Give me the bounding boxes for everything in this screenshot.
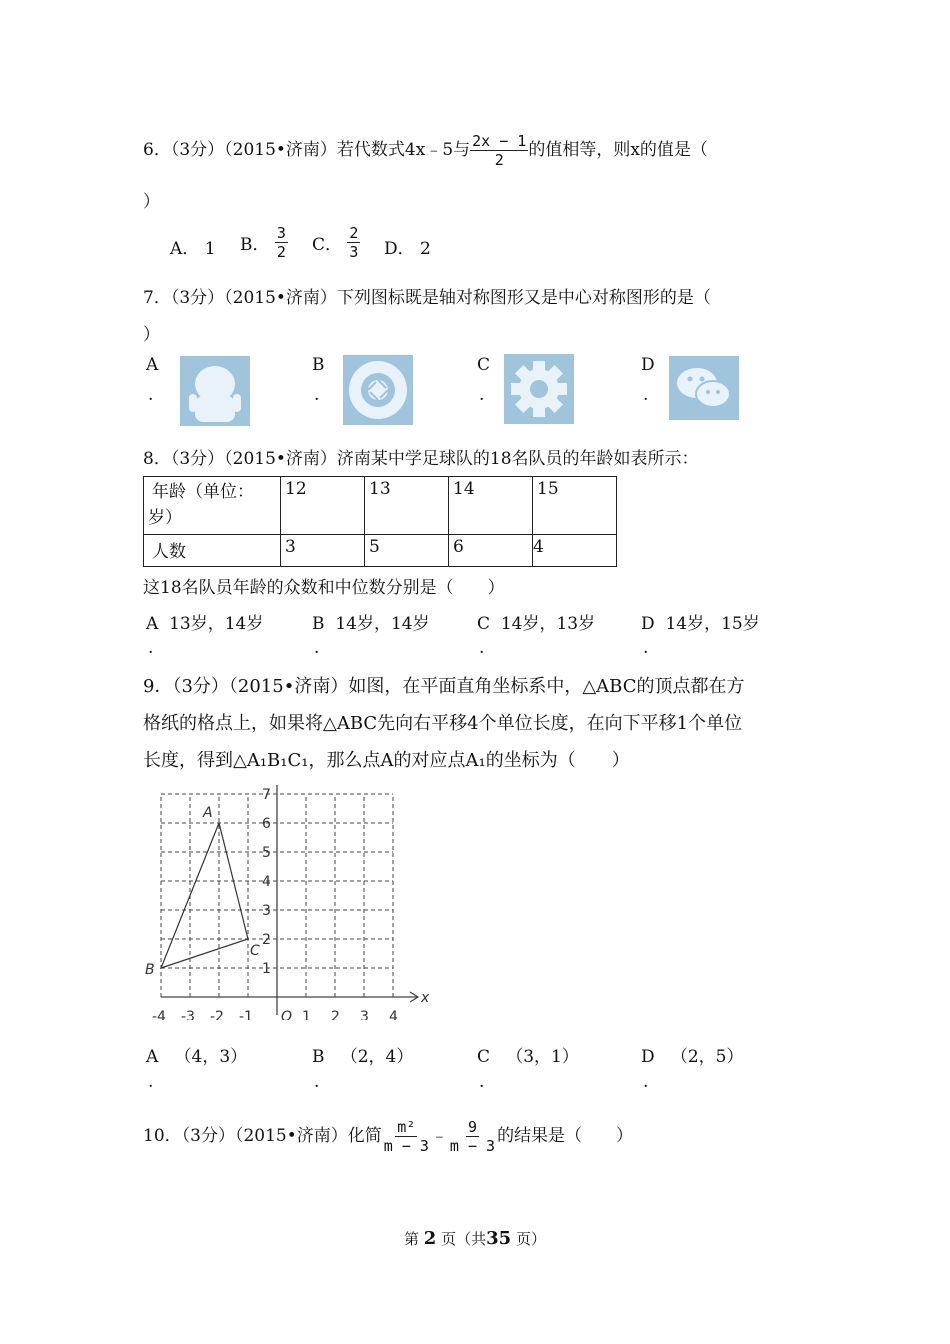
x-tick-label: -3	[181, 1009, 195, 1020]
q6-stem-a: 6．（3分）（2015•济南）若代数式4x﹣5与	[143, 140, 471, 160]
q10-stem: 10．（3分）（2015•济南）化简 $\frac{\text{m²}}{m - 3}$ ﹣ $\frac{9}{m - 3}$ 的结果是（ ）	[143, 1118, 634, 1155]
q10-fraction-1: $\frac{\text{m²}}{m - 3}$	[383, 1118, 429, 1155]
q7-option-a-dot: .	[148, 385, 154, 405]
q6-fraction: $\frac{2x - 1}{2}$	[472, 132, 527, 169]
page-footer: 第 2 页（共35 页）	[404, 1228, 546, 1249]
q7-option-d-dot: .	[643, 385, 649, 405]
q7-stem-close: ）	[143, 325, 160, 345]
robot-icon[interactable]	[180, 356, 250, 426]
table-cell: 4	[533, 535, 617, 567]
q8-stem: 8．（3分）（2015•济南）济南某中学足球队的18名队员的年龄如表所示：	[143, 449, 699, 469]
q8-option-c[interactable]: C 14岁，13岁	[477, 614, 596, 634]
q7-option-c-dot: .	[479, 385, 485, 405]
q9-line-1: 9．（3分）（2015•济南）如图，在平面直角坐标系中，△ABC的顶点都在方	[143, 676, 745, 697]
y-tick-label: 2	[262, 932, 271, 948]
y-tick-label: 4	[262, 874, 271, 890]
table-cell: 6	[449, 535, 533, 567]
table-cell: 3	[281, 535, 365, 567]
q9-option-c[interactable]: C （3，1）	[477, 1047, 579, 1067]
x-tick-label: 3	[360, 1009, 369, 1020]
q7-option-c-label[interactable]: C	[477, 355, 491, 375]
q7-stem: 7．（3分）（2015•济南）下列图标既是轴对称图形又是中心对称图形的是（	[143, 288, 711, 308]
table-row	[144, 477, 617, 535]
x-tick-label: 2	[331, 1009, 340, 1020]
q6-stem-close: ）	[143, 192, 160, 212]
q8-option-c-dot: .	[479, 638, 485, 658]
table-cell: 12	[281, 477, 365, 535]
q7-option-a-label[interactable]: A	[146, 355, 159, 375]
q8-option-b[interactable]: B 14岁，14岁	[312, 614, 430, 634]
q6-stem-b: 的值相等，则x的值是（	[528, 140, 708, 160]
table-cell: 5	[365, 535, 449, 567]
y-tick-label: 7	[262, 787, 271, 803]
q6-option-c[interactable]: C． $\frac{2}{3}$	[312, 224, 359, 261]
q8-option-a[interactable]: A 13岁，14岁	[146, 614, 264, 634]
wechat-icon[interactable]	[669, 356, 739, 420]
x-tick-label: -2	[210, 1009, 224, 1020]
q7-option-b-dot: .	[314, 385, 320, 405]
table-row	[144, 535, 617, 567]
q9-option-d-dot: .	[643, 1072, 649, 1092]
y-tick-label: 6	[262, 816, 271, 832]
table-cell: 13	[365, 477, 449, 535]
q10-fraction-2: $\frac{9}{m - 3}$	[449, 1118, 496, 1155]
x-tick-label: 4	[389, 1009, 398, 1020]
x-tick-label: -1	[239, 1009, 253, 1020]
camera-shutter-icon[interactable]	[343, 355, 413, 425]
y-tick-label: 5	[262, 845, 271, 861]
q6-option-d[interactable]: D． 2	[384, 239, 431, 259]
point-c-label: C	[250, 943, 260, 959]
q9-option-a[interactable]: A （4，3）	[146, 1047, 248, 1067]
q8-option-d-dot: .	[643, 638, 649, 658]
q9-line-3: 长度，得到△A₁B₁C₁，那么点A的对应点A₁的坐标为（ ）	[143, 750, 630, 771]
page-total: 35	[486, 1228, 512, 1249]
page-number: 2	[423, 1228, 437, 1249]
q8-option-a-dot: .	[148, 638, 154, 658]
x-tick-label: 1	[302, 1009, 311, 1020]
point-b-label: B	[145, 962, 155, 978]
q7-option-d-label[interactable]: D	[641, 355, 655, 375]
coordinate-grid-figure	[140, 785, 430, 1020]
gear-icon[interactable]	[504, 354, 574, 424]
q8-option-d[interactable]: D 14岁，15岁	[641, 614, 760, 634]
y-tick-label: 3	[262, 903, 271, 919]
q6-option-b[interactable]: B． $\frac{3}{2}$	[240, 224, 286, 261]
q7-option-b-label[interactable]: B	[312, 355, 325, 375]
age-table	[143, 476, 617, 567]
q9-option-a-dot: .	[148, 1072, 154, 1092]
y-tick-label: 1	[262, 961, 271, 977]
table-header-cell: 人数	[144, 535, 281, 567]
q9-option-b[interactable]: B （2，4）	[312, 1047, 414, 1067]
q9-option-c-dot: .	[479, 1072, 485, 1092]
triangle-abc	[161, 823, 248, 968]
q6-option-a[interactable]: A． 1	[170, 239, 216, 259]
q9-line-2: 格纸的格点上，如果将△ABC先向右平移4个单位长度，在向下平移1个单位	[143, 713, 743, 734]
q8-option-b-dot: .	[314, 638, 320, 658]
origin-label: O	[281, 1009, 293, 1020]
x-tick-label: -4	[152, 1009, 166, 1020]
table-cell: 14	[449, 477, 533, 535]
q6-stem	[143, 132, 708, 169]
x-axis-label: x	[421, 990, 430, 1006]
table-cell: 15	[533, 477, 617, 535]
point-a-label: A	[203, 805, 213, 821]
table-header-cell: 年龄（单位： 岁）	[144, 477, 281, 535]
q9-option-d[interactable]: D （2，5）	[641, 1047, 744, 1067]
q9-option-b-dot: .	[314, 1072, 320, 1092]
q8-question: 这18名队员年龄的众数和中位数分别是（ ）	[143, 578, 505, 598]
